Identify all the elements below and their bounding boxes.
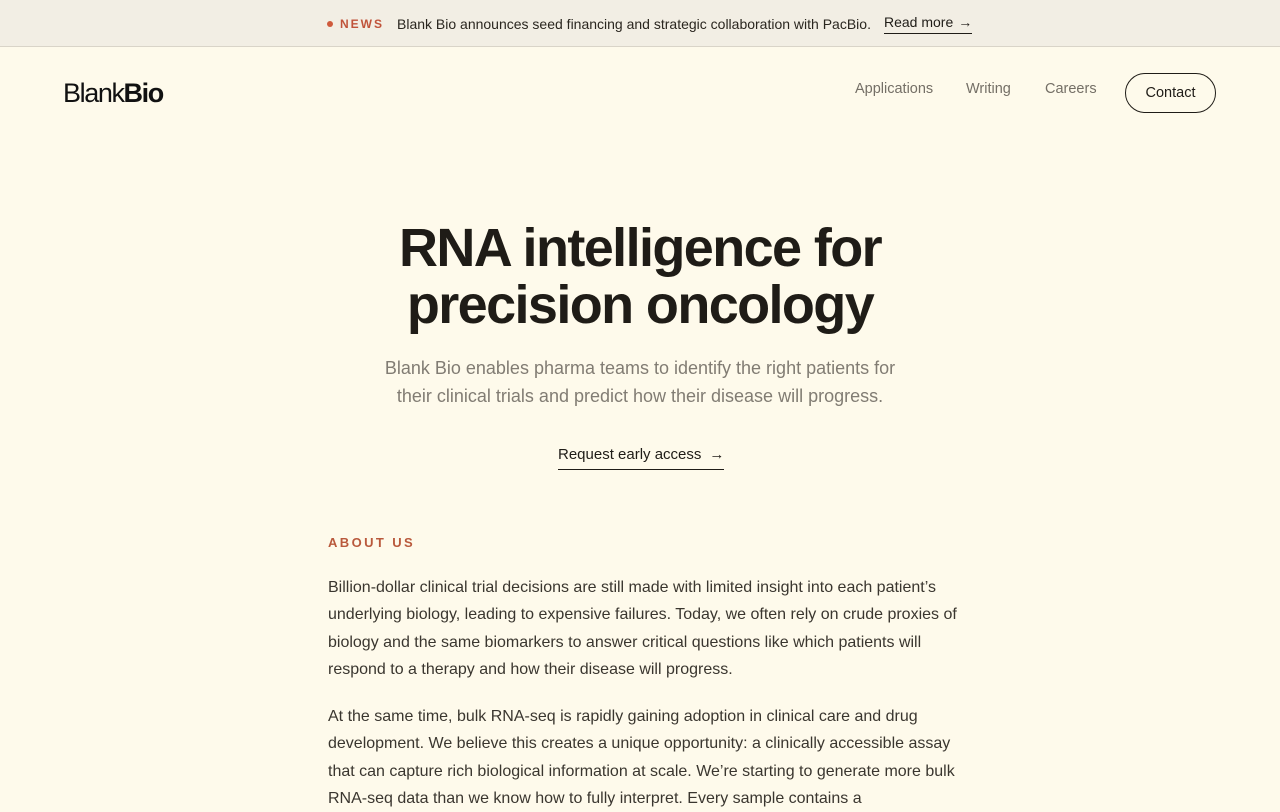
logo-text-bold: Bio — [123, 78, 163, 108]
request-access-label: Request early access — [558, 446, 702, 463]
read-more-label: Read more — [883, 14, 954, 30]
announcement-content — [327, 12, 972, 36]
nav-applications[interactable]: Applications — [855, 81, 934, 97]
hero-title — [240, 220, 1040, 334]
arrow-right-icon: → — [958, 14, 973, 30]
hero-subtitle-line-2: their clinical trials and predict how their disease will progress. — [396, 386, 884, 406]
contact-button[interactable]: Contact — [1125, 73, 1216, 113]
nav-careers[interactable]: Careers — [1045, 81, 1097, 97]
news-label: NEWS — [340, 17, 384, 31]
news-dot-icon — [327, 21, 333, 27]
logo[interactable] — [63, 78, 163, 108]
read-more-link[interactable] — [884, 14, 972, 34]
hero-title-line-2: precision oncology — [406, 275, 874, 335]
hero-subtitle — [360, 354, 920, 410]
news-text: Blank Bio announces seed financing and strategic collaboration with PacBio. — [397, 16, 871, 32]
hero-subtitle-line-1: Blank Bio enables pharma teams to identify the right patients for — [384, 358, 896, 378]
logo-text-light: Blank — [63, 78, 124, 108]
nav-writing[interactable]: Writing — [966, 81, 1011, 97]
request-access-link[interactable] — [558, 443, 724, 470]
about-paragraph: At the same time, bulk RNA-seq is rapidly gaining adoption in clinical care and drug development. We believe this creates a unique opportunity: a clinically accessible assay that can capture rich biological information at scale. We’re starting to generate more bulk RNA-seq data than we know how to fully interpret. Every sample contains a — [328, 708, 955, 807]
about-section-label: ABOUT US — [328, 535, 416, 550]
hero-title-line-1: RNA intelligence for — [398, 218, 882, 278]
about-paragraph: Billion-dollar clinical trial decisions are still made with limited insight into each patient’s underlying biology, leading to expensive failures. Today, we often rely on crude proxies of biology and the same biomarkers to answer critical questions like which patients will respond to a therapy and how their disease will progress. — [328, 579, 957, 678]
announcement-banner — [0, 0, 1280, 47]
arrow-right-icon: → — [709, 446, 725, 463]
